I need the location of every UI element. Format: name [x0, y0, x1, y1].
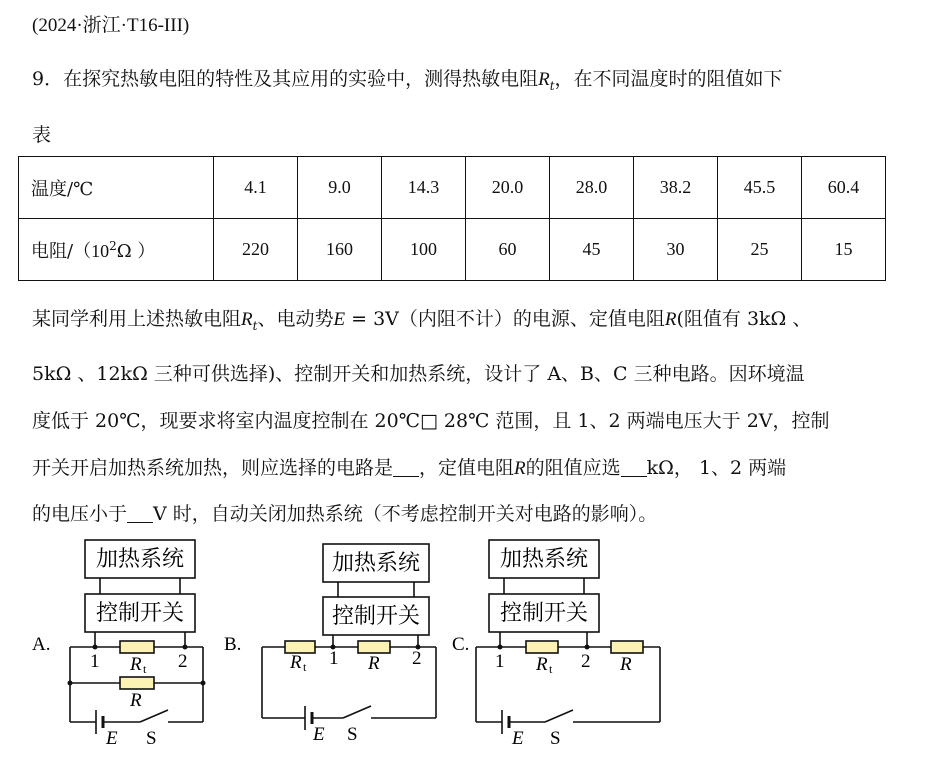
control-label-c: 控制开关 — [499, 601, 589, 626]
table-cell: 60 — [466, 219, 550, 281]
table-row-temperature — [19, 157, 886, 219]
s-label: S — [550, 728, 561, 749]
option-a-label: A. — [32, 634, 51, 655]
table-cell: 9.0 — [298, 157, 382, 219]
question-number: 9． — [32, 68, 64, 90]
heating-label-a: 加热系统 — [95, 547, 185, 572]
resistance-table — [18, 156, 886, 281]
table-row-resistance — [19, 219, 886, 281]
rt-sub-label: t — [549, 662, 553, 676]
paragraph-line-1: 某同学利用上述热敏电阻$R_t$、电动势E = 3V（内阻不计）的电源、定值电阻R(阻值有 3kΩ 、 — [32, 308, 812, 333]
heating-label-c: 加热系统 — [499, 547, 589, 572]
node-1: 1 — [90, 651, 100, 672]
rt-label: R — [290, 652, 302, 673]
e-label: E — [512, 728, 524, 749]
table-cell: 20.0 — [466, 157, 550, 219]
e-label: E — [106, 728, 118, 749]
node-1: 1 — [495, 651, 505, 672]
option-b-label: B. — [224, 634, 242, 655]
s-label: S — [347, 724, 358, 745]
paragraph-line-5: 的电压小于 V 时，自动关闭加热系统（不考虑控制开关对电路的影响）。 — [32, 503, 658, 525]
rt-label: R — [536, 654, 548, 675]
node-2: 2 — [581, 651, 591, 672]
resistance-header: 电阻$/(10^2\Omega$ ） — [19, 219, 214, 281]
node-2: 2 — [412, 648, 422, 669]
control-label-a: 控制开关 — [95, 601, 185, 626]
table-cell: 45.5 — [718, 157, 802, 219]
rt-symbol: R — [538, 69, 550, 90]
table-cell: 25 — [718, 219, 802, 281]
temperature-header: 温度/℃ — [19, 157, 214, 219]
circuit-diagrams — [0, 530, 946, 769]
heating-label-b: 加热系统 — [331, 551, 421, 576]
table-cell: 4.1 — [214, 157, 298, 219]
table-cell: 30 — [634, 219, 718, 281]
answer-blank-resistance[interactable] — [621, 458, 647, 477]
question-line-1: 9．在探究热敏电阻的特性及其应用的实验中，测得热敏电阻$R_t$，在不同温度时的阻值如下 — [32, 68, 783, 93]
e-label: E — [313, 724, 325, 745]
answer-blank-voltage[interactable] — [127, 504, 153, 523]
paragraph-line-3: 度低于 20℃，现要求将室内温度控制在 20℃□ 28℃ 范围，且 1、2 两端电压大于 2V，控制 — [32, 410, 830, 432]
table-cell: 14.3 — [382, 157, 466, 219]
option-c-label: C. — [452, 634, 470, 655]
control-label-b: 控制开关 — [331, 604, 421, 629]
question-line-2: 表 — [32, 124, 52, 146]
s-label: S — [146, 728, 157, 749]
table-cell: 60.4 — [802, 157, 886, 219]
rt-sub-label: t — [303, 660, 307, 674]
r-label: R — [130, 690, 142, 711]
table-cell: 100 — [382, 219, 466, 281]
table-cell: 28.0 — [550, 157, 634, 219]
answer-blank-circuit[interactable] — [393, 458, 419, 477]
paragraph-line-4: 开关开启加热系统加热，则应选择的电路是 ，定值电阻R的阻值应选 kΩ， 1、2 两端 — [32, 457, 787, 479]
node-1: 1 — [329, 648, 339, 669]
node-2: 2 — [178, 651, 188, 672]
table-cell: 160 — [298, 219, 382, 281]
rt-sub-label: t — [143, 662, 147, 676]
r-label: R — [620, 654, 632, 675]
source-tag: (2024·浙江·T16-III) — [32, 15, 190, 36]
table-cell: 45 — [550, 219, 634, 281]
table-cell: 38.2 — [634, 157, 718, 219]
rt-label: R — [130, 654, 142, 675]
r-label: R — [368, 653, 380, 674]
table-cell: 220 — [214, 219, 298, 281]
table-cell: 15 — [802, 219, 886, 281]
paragraph-line-2: 5kΩ 、12kΩ 三种可供选择)、控制开关和加热系统，设计了 A、B、C 三种电路。因环境温 — [32, 363, 805, 385]
